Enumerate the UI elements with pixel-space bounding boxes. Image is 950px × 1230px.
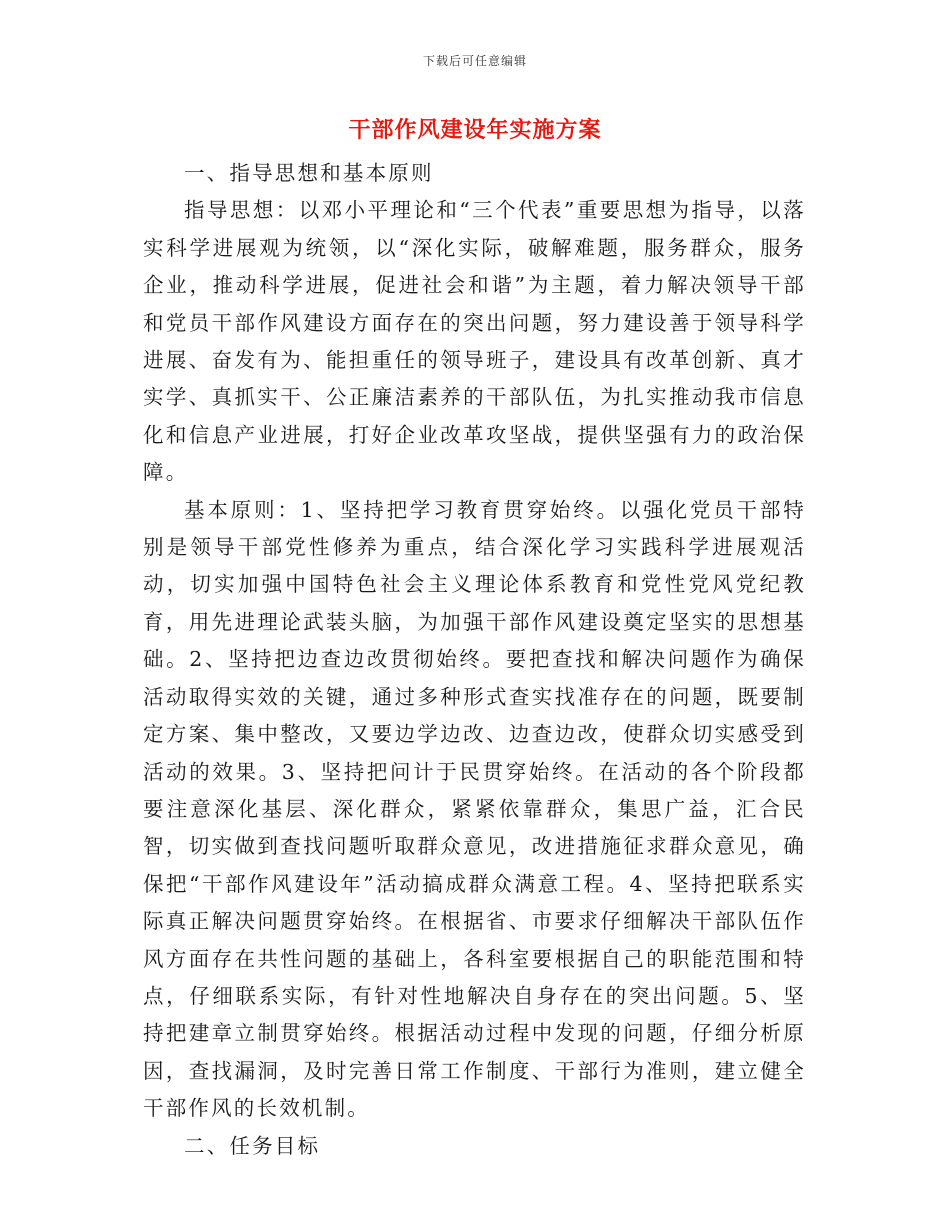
- document-body: [143, 155, 806, 1165]
- paragraph-guiding-thought: 指导思想：以邓小平理论和“三个代表”重要思想为指导，以落实科学进展观为统领，以“深化实际，破解难题，服务群众，服务企业，推动科学进展，促进社会和谐”为主题，着力解决领导干部和党员干部作风建设方面存在的突出问题，努力建设善于领导科学进展、奋发有为、能担重任的领导班子，建设具有改革创新、真才实学、真抓实干、公正廉洁素养的干部队伍，为扎实推动我市信息化和信息产业进展，打好企业改革攻坚战，提供坚强有力的政治保障。: [143, 198, 806, 485]
- document-title: 干部作风建设年实施方案: [348, 117, 602, 143]
- section-heading-2: 二、任务目标: [184, 1133, 321, 1158]
- header-note: 下载后可任意编辑: [422, 54, 527, 68]
- section-heading-1: 一、指导思想和基本原则: [184, 161, 434, 185]
- paragraph-basic-principles: 基本原则：1、坚持把学习教育贯穿始终。以强化党员干部特别是领导干部党性修养为重点，结合深化学习实践科学进展观活动，切实加强中国特色社会主义理论体系教育和党性党风党纪教育，用先进理论武装头脑，为加强干部作风建设奠定坚实的思想基础。2、坚持把边查边改贯彻始终。要把查找和解决问题作为确保活动取得实效的关键，通过多种形式查实找准存在的问题，既要制定方案、集中整改，又要边学边改、边查边改，使群众切实感受到活动的效果。3、坚持把问计于民贯穿始终。在活动的各个阶段都要注意深化基层、深化群众，紧紧依靠群众，集思广益，汇合民智，切实做到查找问题听取群众意见，改进措施征求群众意见，确保把“干部作风建设年”活动搞成群众满意工程。4、坚持把联系实际真正解决问题贯穿始终。在根据省、市要求仔细解决干部队伍作风方面存在共性问题的基础上，各科室要根据自己的职能范围和特点，仔细联系实际，有针对性地解决自身存在的突出问题。5、坚持把建章立制贯穿始终。根据活动过程中发现的问题，仔细分析原因，查找漏洞，及时完善日常工作制度、干部行为准则，建立健全干部作风的长效机制。: [143, 497, 806, 1121]
